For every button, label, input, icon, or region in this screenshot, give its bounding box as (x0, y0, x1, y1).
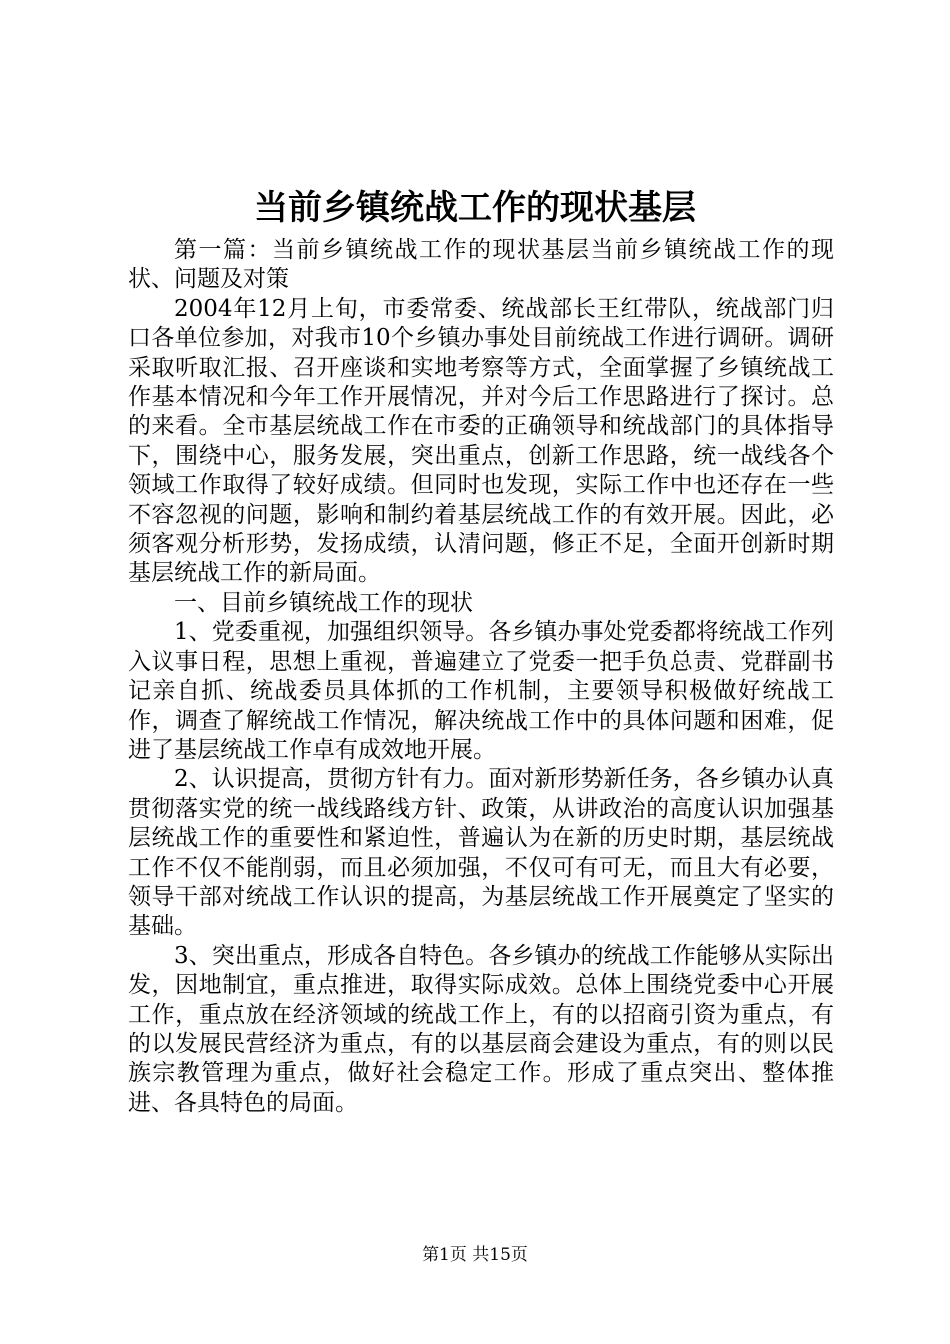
section-heading: 一、目前乡镇统战工作的现状 (174, 589, 473, 616)
paragraph-point-1: 1、党委重视，加强组织领导。各乡镇办事处党委都将统战工作列入议事日程，思想上重视，普遍建立了党委一把手负总责、党群副书记亲自抓、统战委员具体抓的工作机制，主要领导积极做好统战工作，调查了解统战工作情况，解决统战工作中的具体问题和困难，促进了基层统战工作卓有成效地开展。 (128, 619, 834, 763)
paragraph-intro: 第一篇：当前乡镇统战工作的现状基层当前乡镇统战工作的现状、问题及对策 (128, 237, 834, 293)
document-body (128, 236, 834, 1118)
page-footer: 第1页 共15页 (422, 1245, 528, 1265)
paragraph-point-3: 3、突出重点，形成各自特色。各乡镇办的统战工作能够从实际出发，因地制宜，重点推进，取得实际成效。总体上围绕党委中心开展工作，重点放在经济领域的统战工作上，有的以招商引资为重点，有的以发展民营经济为重点，有的以基层商会建设为重点，有的则以民族宗教管理为重点，做好社会稳定工作。形成了重点突出、整体推进、各具特色的局面。 (128, 942, 834, 1116)
paragraph-overview: 2004年12月上旬，市委常委、统战部长王红带队，统战部门归口各单位参加，对我市10个乡镇办事处目前统战工作进行调研。调研采取听取汇报、召开座谈和实地考察等方式，全面掌握了乡镇统战工作基本情况和今年工作开展情况，并对今后工作思路进行了探讨。总的来看。全市基层统战工作在市委的正确领导和统战部门的具体指导下，围绕中心，服务发展，突出重点，创新工作思路，统一战线各个领域工作取得了较好成绩。但同时也发现，实际工作中也还存在一些不容忽视的问题，影响和制约着基层统战工作的有效开展。因此，必须客观分析形势，发扬成绩，认清问题，修正不足，全面开创新时期基层统战工作的新局面。 (128, 295, 834, 587)
document-title: 当前乡镇统战工作的现状基层 (254, 188, 696, 228)
paragraph-point-2: 2、认识提高，贯彻方针有力。面对新形势新任务，各乡镇办认真贯彻落实党的统一战线路线方针、政策，从讲政治的高度认识加强基层统战工作的重要性和紧迫性，普遍认为在新的历史时期，基层统战工作不仅不能削弱，而且必须加强，不仅可有可无，而且大有必要，领导干部对统战工作认识的提高，为基层统战工作开展奠定了坚实的基础。 (128, 766, 834, 940)
